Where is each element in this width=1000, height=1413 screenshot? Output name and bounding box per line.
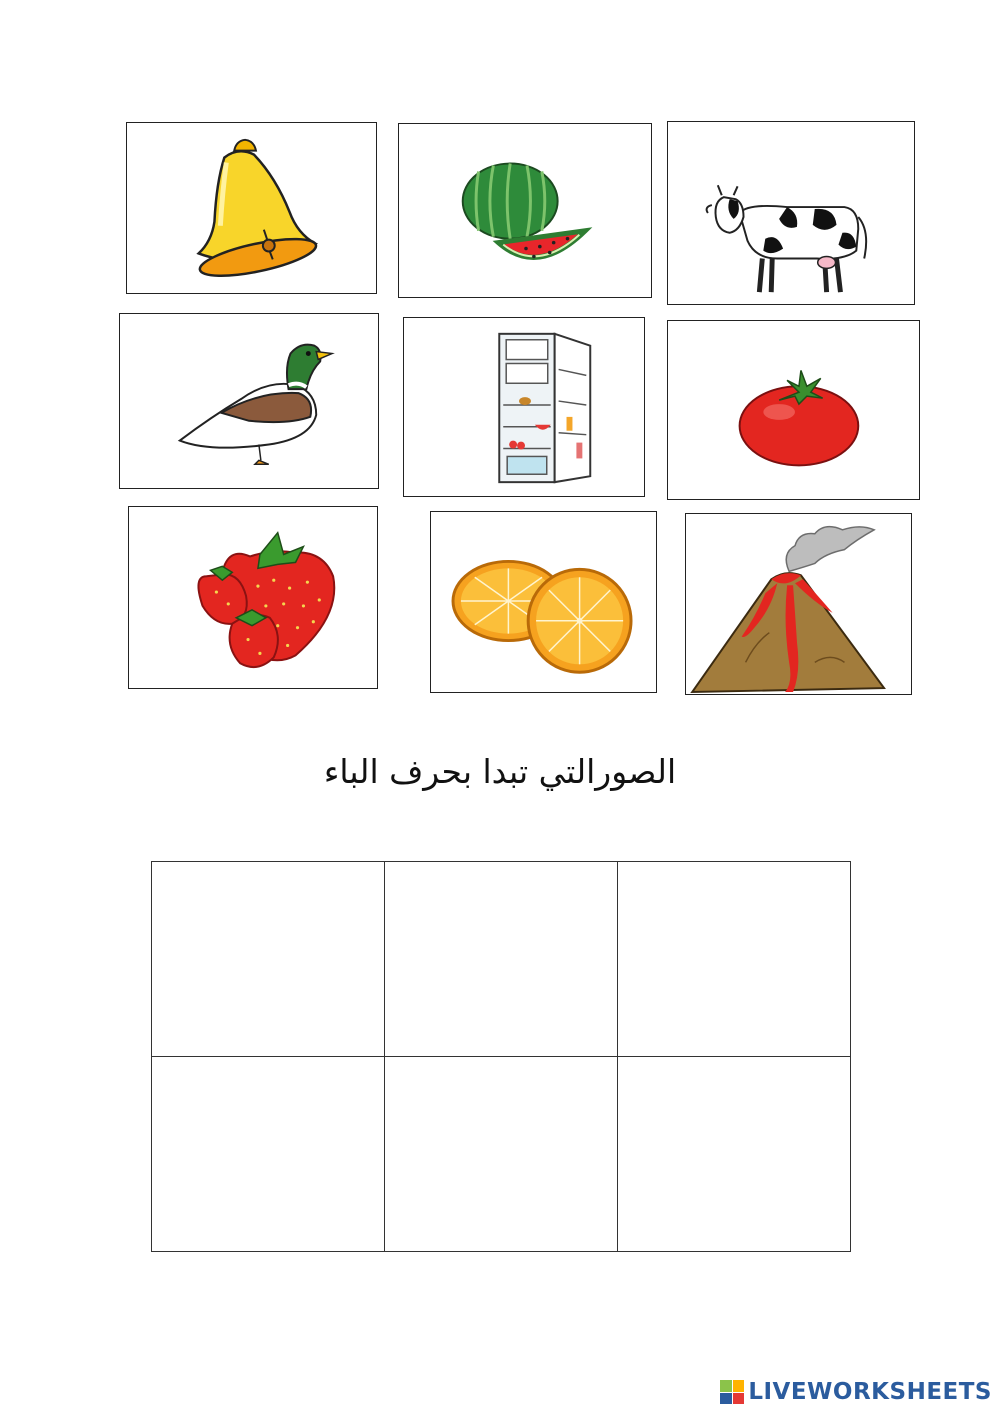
logo-tile: [720, 1380, 732, 1392]
orange-card[interactable]: [430, 511, 657, 693]
answer-drop-zone[interactable]: [385, 862, 618, 1057]
answer-drop-zone[interactable]: [618, 1057, 851, 1252]
tomato-icon: [668, 321, 919, 499]
duck-icon: [120, 314, 378, 488]
answer-drop-zone[interactable]: [385, 1057, 618, 1252]
watermelon-icon: [399, 124, 651, 297]
answer-drop-zone[interactable]: [152, 862, 385, 1057]
liveworksheets-logo-icon: [720, 1380, 744, 1404]
logo-tile: [720, 1393, 732, 1405]
answer-grid: [151, 861, 851, 1252]
instruction-title: الصورالتي تبدا بحرف الباء: [323, 752, 677, 791]
liveworksheets-brand: [720, 1379, 992, 1405]
answer-grid-row: [152, 862, 851, 1057]
answer-drop-zone[interactable]: [618, 862, 851, 1057]
duck-card[interactable]: [119, 313, 379, 489]
volcano-card[interactable]: [685, 513, 912, 695]
refrigerator-icon: [404, 318, 644, 496]
logo-tile: [733, 1380, 745, 1392]
logo-tile: [733, 1393, 745, 1405]
answer-grid-row: [152, 1057, 851, 1252]
cow-icon: [668, 122, 914, 304]
refrigerator-card[interactable]: [403, 317, 645, 497]
brand-text: LIVEWORKSHEETS: [748, 1379, 992, 1405]
bell-card[interactable]: [126, 122, 377, 294]
bell-icon: [127, 123, 376, 293]
tomato-card[interactable]: [667, 320, 920, 500]
cow-card[interactable]: [667, 121, 915, 305]
strawberry-card[interactable]: [128, 506, 378, 689]
orange-icon: [431, 512, 656, 692]
strawberry-icon: [129, 507, 377, 688]
watermelon-card[interactable]: [398, 123, 652, 298]
volcano-icon: [686, 514, 911, 694]
answer-drop-zone[interactable]: [152, 1057, 385, 1252]
